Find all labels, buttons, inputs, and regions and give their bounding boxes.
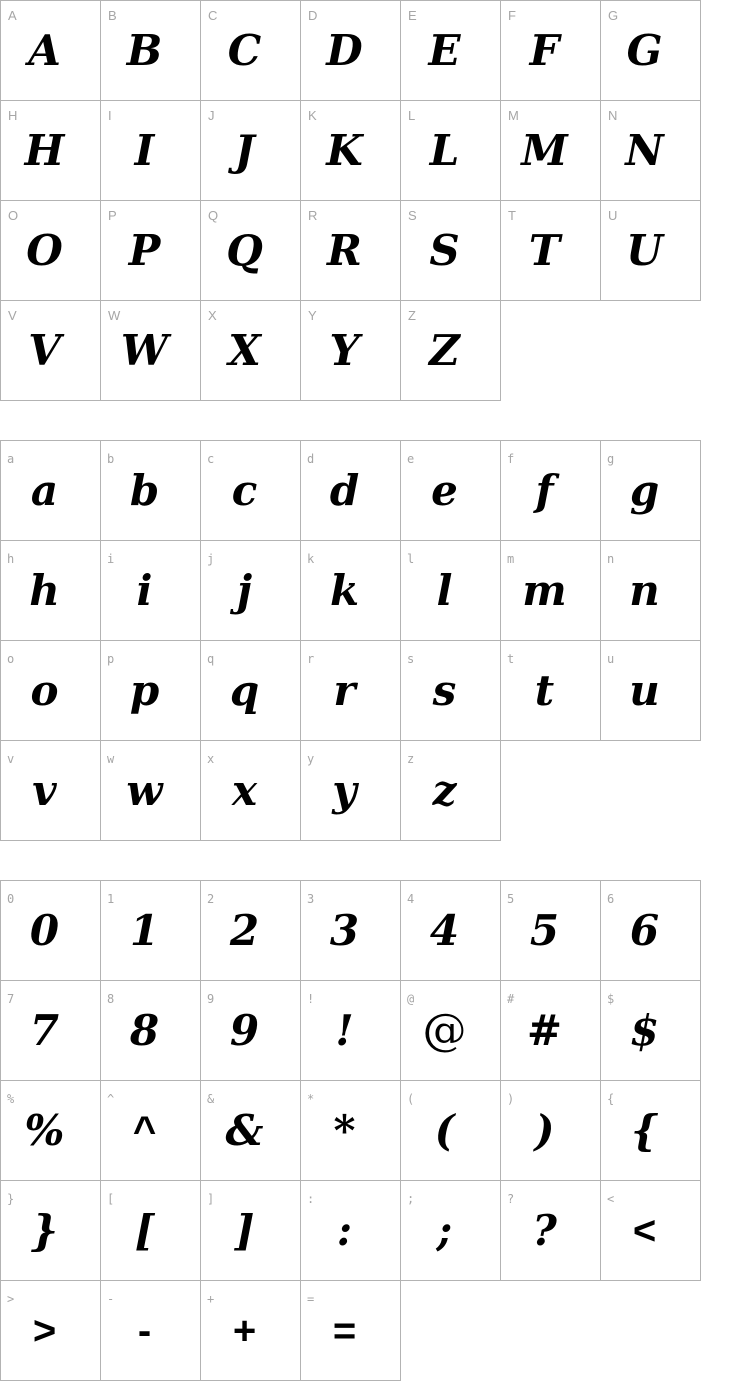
cell-glyph: : bbox=[336, 1205, 353, 1255]
cell-label: 1 bbox=[107, 892, 115, 906]
glyph-cell bbox=[201, 541, 301, 641]
cell-label: v bbox=[7, 752, 15, 766]
cell-label: ( bbox=[407, 1092, 415, 1106]
cell-label: W bbox=[108, 308, 121, 323]
cell-glyph: @ bbox=[422, 1004, 467, 1056]
cell-glyph: l bbox=[436, 565, 453, 615]
cell-glyph: v bbox=[32, 765, 57, 815]
cell-label: k bbox=[307, 552, 315, 566]
cell-label: x bbox=[207, 752, 215, 766]
block-uppercase-letters bbox=[0, 0, 701, 401]
glyph-cell bbox=[601, 1, 701, 101]
cell-glyph: U bbox=[626, 225, 663, 275]
cell-label: [ bbox=[107, 1192, 115, 1206]
glyph-cell bbox=[101, 301, 201, 401]
cell-label: H bbox=[8, 108, 18, 123]
cell-label: 0 bbox=[7, 892, 15, 906]
cell-glyph: ( bbox=[434, 1105, 455, 1155]
cell-label: p bbox=[107, 652, 115, 666]
glyph-cell bbox=[201, 981, 301, 1081]
cell-label: 5 bbox=[507, 892, 515, 906]
glyph-cell bbox=[1, 641, 101, 741]
cell-glyph: ] bbox=[234, 1205, 255, 1255]
cell-glyph: Y bbox=[329, 325, 360, 375]
cell-label: w bbox=[107, 752, 115, 766]
glyph-cell bbox=[1, 1, 101, 101]
cell-label: 6 bbox=[607, 892, 615, 906]
cell-label: > bbox=[7, 1292, 15, 1306]
cell-glyph: P bbox=[128, 225, 161, 275]
glyph-cell bbox=[101, 1, 201, 101]
glyph-cell bbox=[501, 101, 601, 201]
glyph-cell bbox=[101, 1181, 201, 1281]
cell-glyph: E bbox=[428, 25, 461, 75]
glyph-cell bbox=[301, 1181, 401, 1281]
cell-label: Z bbox=[408, 308, 416, 323]
glyph-cell bbox=[1, 101, 101, 201]
glyph-cell bbox=[101, 981, 201, 1081]
glyph-cell bbox=[301, 441, 401, 541]
cell-glyph: c bbox=[231, 465, 258, 515]
cell-glyph: } bbox=[30, 1205, 58, 1255]
cell-label: R bbox=[308, 208, 318, 223]
cell-label: Y bbox=[308, 308, 317, 323]
cell-glyph: 1 bbox=[129, 905, 160, 955]
cell-label: D bbox=[308, 8, 318, 23]
glyph-cell bbox=[501, 881, 601, 981]
glyph-cell bbox=[101, 541, 201, 641]
glyph-cell bbox=[201, 1281, 301, 1381]
cell-label: j bbox=[207, 552, 215, 566]
glyph-cell bbox=[401, 1181, 501, 1281]
cell-label: ^ bbox=[107, 1092, 115, 1106]
cell-label: - bbox=[107, 1292, 115, 1306]
cell-glyph: K bbox=[326, 125, 363, 175]
cell-label: z bbox=[407, 752, 415, 766]
cell-glyph: 6 bbox=[629, 905, 660, 955]
cell-label: 2 bbox=[207, 892, 215, 906]
cell-label: = bbox=[307, 1292, 315, 1306]
glyph-cell bbox=[401, 201, 501, 301]
cell-label: ? bbox=[507, 1192, 515, 1206]
cell-glyph: { bbox=[630, 1105, 658, 1155]
glyph-cell bbox=[301, 1081, 401, 1181]
cell-glyph: Q bbox=[226, 225, 263, 275]
cell-label: K bbox=[308, 108, 317, 123]
glyph-cell bbox=[501, 641, 601, 741]
glyph-cell bbox=[401, 1, 501, 101]
glyph-cell bbox=[301, 981, 401, 1081]
glyph-cell bbox=[401, 441, 501, 541]
cell-glyph: M bbox=[521, 125, 568, 175]
cell-label: $ bbox=[607, 992, 615, 1006]
block-digits-and-symbols bbox=[0, 880, 701, 1381]
glyph-cell bbox=[401, 881, 501, 981]
glyph-cell bbox=[1, 741, 101, 841]
cell-label: + bbox=[207, 1292, 215, 1306]
cell-glyph: L bbox=[429, 125, 460, 175]
cell-label: S bbox=[408, 208, 417, 223]
cell-glyph: 8 bbox=[129, 1005, 160, 1055]
cell-label: E bbox=[408, 8, 417, 23]
cell-glyph: b bbox=[129, 465, 160, 515]
glyph-cell bbox=[501, 1181, 601, 1281]
cell-glyph: 4 bbox=[429, 905, 460, 955]
glyph-cell bbox=[301, 201, 401, 301]
cell-label: F bbox=[508, 8, 516, 23]
cell-label: T bbox=[508, 208, 516, 223]
glyph-cell bbox=[601, 1081, 701, 1181]
cell-glyph: 5 bbox=[529, 905, 560, 955]
glyph-cell bbox=[1, 541, 101, 641]
cell-glyph: s bbox=[432, 665, 457, 715]
cell-glyph: n bbox=[629, 565, 660, 615]
cell-glyph: < bbox=[632, 1208, 657, 1253]
cell-glyph: a bbox=[30, 465, 59, 515]
cell-label: b bbox=[107, 452, 115, 466]
cell-glyph: H bbox=[24, 125, 65, 175]
cell-glyph: u bbox=[629, 665, 660, 715]
cell-label: 7 bbox=[7, 992, 15, 1006]
cell-glyph: f bbox=[535, 465, 554, 515]
cell-label: q bbox=[207, 652, 215, 666]
cell-glyph: 2 bbox=[229, 905, 260, 955]
cell-label: # bbox=[507, 992, 515, 1006]
cell-label: a bbox=[7, 452, 15, 466]
cell-glyph: F bbox=[529, 25, 560, 75]
glyph-cell bbox=[101, 201, 201, 301]
glyph-cell bbox=[201, 301, 301, 401]
cell-glyph: B bbox=[126, 25, 163, 75]
cell-glyph: h bbox=[29, 565, 60, 615]
glyph-cell bbox=[601, 201, 701, 301]
cell-glyph: Z bbox=[429, 325, 460, 375]
cell-glyph: y bbox=[332, 765, 357, 815]
glyph-cell bbox=[301, 101, 401, 201]
glyph-cell bbox=[401, 101, 501, 201]
cell-glyph: w bbox=[126, 765, 163, 815]
cell-glyph: ^ bbox=[132, 1108, 157, 1153]
cell-glyph: - bbox=[137, 1308, 152, 1353]
cell-label: u bbox=[607, 652, 615, 666]
cell-label: d bbox=[307, 452, 315, 466]
cell-label: B bbox=[108, 8, 117, 23]
glyph-cell bbox=[601, 641, 701, 741]
cell-glyph: D bbox=[326, 25, 363, 75]
glyph-cell bbox=[1, 1181, 101, 1281]
cell-glyph: ! bbox=[335, 1005, 354, 1055]
cell-label: r bbox=[307, 652, 315, 666]
glyph-cell bbox=[1, 441, 101, 541]
cell-glyph: p bbox=[129, 665, 160, 715]
cell-label: 9 bbox=[207, 992, 215, 1006]
cell-glyph: S bbox=[429, 225, 460, 275]
cell-glyph: 9 bbox=[229, 1005, 260, 1055]
glyph-cell bbox=[301, 641, 401, 741]
glyph-cell bbox=[401, 301, 501, 401]
cell-glyph: V bbox=[28, 325, 61, 375]
cell-glyph: A bbox=[28, 25, 61, 75]
cell-label: : bbox=[307, 1192, 315, 1206]
cell-label: ! bbox=[307, 992, 315, 1006]
glyph-cell bbox=[101, 101, 201, 201]
cell-glyph: G bbox=[626, 25, 663, 75]
cell-label: l bbox=[407, 552, 415, 566]
glyph-cell bbox=[501, 441, 601, 541]
cell-glyph: R bbox=[327, 225, 362, 275]
cell-label: L bbox=[408, 108, 416, 123]
glyph-cell bbox=[201, 441, 301, 541]
glyph-cell bbox=[201, 741, 301, 841]
glyph-cell bbox=[601, 441, 701, 541]
cell-glyph: o bbox=[30, 665, 59, 715]
cell-label: ; bbox=[407, 1192, 415, 1206]
glyph-cell bbox=[1, 1281, 101, 1381]
glyph-cell bbox=[401, 981, 501, 1081]
cell-glyph: 0 bbox=[29, 905, 60, 955]
glyph-cell bbox=[601, 541, 701, 641]
cell-label: m bbox=[507, 552, 515, 566]
cell-label: P bbox=[108, 208, 117, 223]
glyph-cell bbox=[601, 881, 701, 981]
glyph-cell bbox=[1, 1081, 101, 1181]
cell-glyph: m bbox=[522, 565, 567, 615]
cell-label: O bbox=[8, 208, 19, 223]
glyph-cell bbox=[501, 1, 601, 101]
cell-label: U bbox=[608, 208, 618, 223]
cell-label: N bbox=[608, 108, 618, 123]
cell-glyph: ) bbox=[534, 1105, 555, 1155]
glyph-cell bbox=[301, 301, 401, 401]
glyph-cell bbox=[301, 541, 401, 641]
cell-glyph: % bbox=[24, 1105, 65, 1155]
glyph-cell bbox=[601, 981, 701, 1081]
cell-glyph: g bbox=[629, 465, 660, 515]
cell-label: c bbox=[207, 452, 215, 466]
cell-glyph: 3 bbox=[329, 905, 360, 955]
cell-label: } bbox=[7, 1192, 15, 1206]
cell-label: X bbox=[208, 308, 217, 323]
cell-glyph: X bbox=[228, 325, 261, 375]
cell-glyph: i bbox=[136, 565, 153, 615]
cell-label: s bbox=[407, 652, 415, 666]
cell-glyph: W bbox=[120, 325, 169, 375]
glyph-cell bbox=[301, 1281, 401, 1381]
glyph-cell bbox=[101, 741, 201, 841]
glyph-cell bbox=[501, 201, 601, 301]
cell-glyph: d bbox=[329, 465, 360, 515]
cell-label: % bbox=[7, 1092, 15, 1106]
cell-glyph: # bbox=[526, 1005, 563, 1055]
glyph-cell bbox=[1, 201, 101, 301]
glyph-cell bbox=[101, 1081, 201, 1181]
cell-glyph: ? bbox=[532, 1205, 557, 1255]
glyph-cell bbox=[501, 1081, 601, 1181]
cell-label: n bbox=[607, 552, 615, 566]
cell-label: C bbox=[208, 8, 218, 23]
glyph-cell bbox=[601, 1181, 701, 1281]
glyph-cell bbox=[601, 101, 701, 201]
glyph-cell bbox=[401, 741, 501, 841]
cell-label: e bbox=[407, 452, 415, 466]
cell-label: A bbox=[8, 8, 17, 23]
glyph-cell bbox=[201, 1181, 301, 1281]
glyph-cell bbox=[201, 1, 301, 101]
cell-label: V bbox=[8, 308, 17, 323]
cell-glyph: $ bbox=[629, 1005, 660, 1055]
cell-glyph: x bbox=[231, 765, 258, 815]
cell-glyph: O bbox=[26, 225, 63, 275]
cell-label: i bbox=[107, 552, 115, 566]
cell-label: 8 bbox=[107, 992, 115, 1006]
glyph-cell bbox=[201, 201, 301, 301]
cell-label: y bbox=[307, 752, 315, 766]
cell-label: @ bbox=[407, 992, 415, 1006]
cell-label: f bbox=[507, 452, 515, 466]
cell-label: ) bbox=[507, 1092, 515, 1106]
cell-label: g bbox=[607, 452, 615, 466]
cell-glyph: I bbox=[134, 125, 155, 175]
cell-label: Q bbox=[208, 208, 219, 223]
glyph-cell bbox=[101, 641, 201, 741]
cell-glyph: t bbox=[534, 665, 555, 715]
cell-glyph: + bbox=[232, 1308, 257, 1353]
cell-glyph: J bbox=[234, 125, 255, 175]
cell-glyph: q bbox=[229, 665, 260, 715]
glyph-cell bbox=[1, 301, 101, 401]
glyph-cell bbox=[501, 541, 601, 641]
cell-label: M bbox=[508, 108, 519, 123]
glyph-cell bbox=[101, 881, 201, 981]
cell-glyph: [ bbox=[134, 1205, 155, 1255]
cell-label: < bbox=[607, 1192, 615, 1206]
cell-label: G bbox=[608, 8, 619, 23]
cell-label: & bbox=[207, 1092, 215, 1106]
cell-glyph: = bbox=[332, 1308, 357, 1353]
cell-glyph: T bbox=[528, 225, 561, 275]
glyph-cell bbox=[401, 641, 501, 741]
cell-glyph: z bbox=[432, 765, 457, 815]
glyph-cell bbox=[201, 641, 301, 741]
cell-label: { bbox=[607, 1092, 615, 1106]
glyph-cell bbox=[1, 881, 101, 981]
cell-glyph: & bbox=[225, 1105, 264, 1155]
cell-glyph: e bbox=[431, 465, 458, 515]
glyph-cell bbox=[301, 741, 401, 841]
cell-label: ] bbox=[207, 1192, 215, 1206]
cell-glyph: 7 bbox=[29, 1005, 60, 1055]
cell-label: o bbox=[7, 652, 15, 666]
glyph-cell bbox=[1, 981, 101, 1081]
glyph-cell bbox=[101, 1281, 201, 1381]
cell-glyph: C bbox=[227, 25, 262, 75]
cell-glyph: k bbox=[329, 565, 360, 615]
glyph-cell bbox=[401, 1081, 501, 1181]
cell-glyph: N bbox=[625, 125, 664, 175]
glyph-cell bbox=[201, 101, 301, 201]
cell-label: J bbox=[208, 108, 215, 123]
glyph-cell bbox=[401, 541, 501, 641]
glyph-cell bbox=[301, 1, 401, 101]
cell-label: t bbox=[507, 652, 515, 666]
cell-label: I bbox=[108, 108, 112, 123]
glyph-cell bbox=[201, 1081, 301, 1181]
cell-label: * bbox=[307, 1092, 315, 1106]
block-lowercase-letters bbox=[0, 440, 701, 841]
cell-glyph: * bbox=[333, 1105, 356, 1155]
cell-glyph: r bbox=[333, 665, 356, 715]
cell-label: 3 bbox=[307, 892, 315, 906]
glyph-cell bbox=[101, 441, 201, 541]
glyph-cell bbox=[301, 881, 401, 981]
cell-label: h bbox=[7, 552, 15, 566]
cell-glyph: j bbox=[236, 565, 253, 615]
glyph-cell bbox=[201, 881, 301, 981]
cell-glyph: > bbox=[32, 1308, 57, 1353]
cell-glyph: ; bbox=[436, 1205, 453, 1255]
glyph-cell bbox=[501, 981, 601, 1081]
cell-label: 4 bbox=[407, 892, 415, 906]
